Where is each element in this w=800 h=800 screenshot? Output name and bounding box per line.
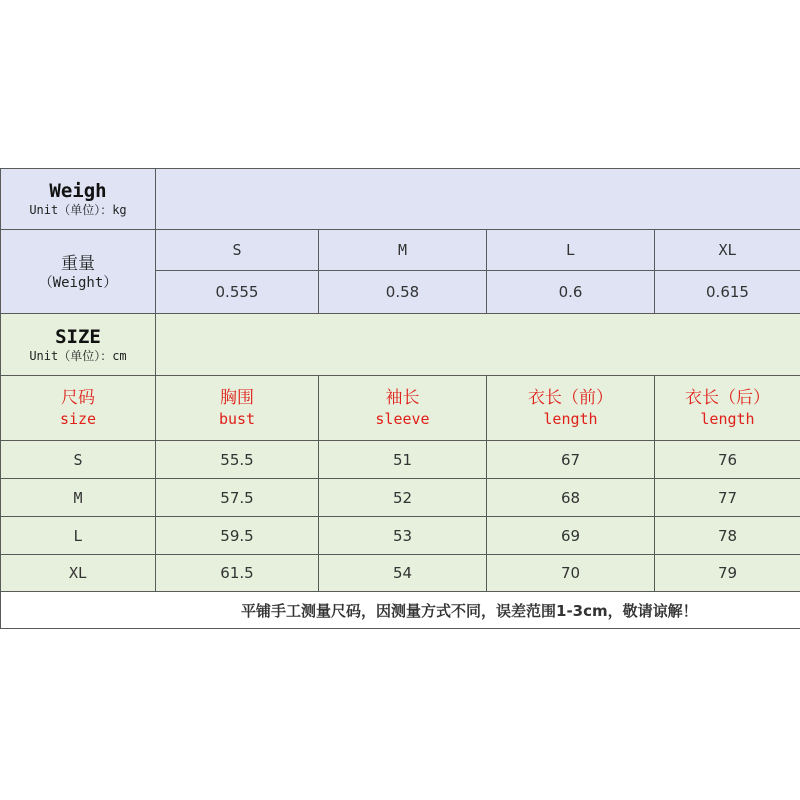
header-back-length-cn: 衣长（后）: [685, 388, 770, 408]
weight-title-cell: [1, 169, 156, 230]
row-size: XL: [1, 555, 156, 592]
header-size: [1, 376, 156, 441]
size-title-cell: [1, 314, 156, 376]
header-back-length: [655, 376, 800, 441]
weight-size-row: [1, 230, 800, 271]
row-size: M: [1, 479, 156, 517]
weight-size-xl: XL: [655, 230, 800, 271]
row-back-length: 77: [655, 479, 800, 517]
row-back-length: 79: [655, 555, 800, 592]
weight-value-xl: 0.615: [655, 271, 800, 314]
table-row: [1, 555, 800, 592]
header-sleeve: [319, 376, 487, 441]
size-title: SIZE: [55, 325, 101, 348]
weight-label-cn: 重量: [61, 253, 95, 274]
row-bust: 55.5: [156, 441, 319, 479]
header-size-cn: 尺码: [61, 388, 95, 408]
header-bust-en: bust: [218, 410, 256, 428]
size-unit: Unit（单位）：cm: [29, 348, 127, 363]
row-front-length: 69: [487, 517, 655, 555]
size-header-row: [1, 376, 800, 441]
row-back-length: 76: [655, 441, 800, 479]
row-bust: 61.5: [156, 555, 319, 592]
row-front-length: 70: [487, 555, 655, 592]
row-size: L: [1, 517, 156, 555]
header-front-length-cn: 衣长（前）: [528, 388, 613, 408]
note-row: [1, 592, 800, 629]
row-bust: 57.5: [156, 479, 319, 517]
row-sleeve: 54: [319, 555, 487, 592]
weight-value-s: 0.555: [156, 271, 319, 314]
header-size-en: size: [59, 410, 97, 428]
weight-unit: Unit（单位）：kg: [29, 203, 127, 217]
size-title-blank: [156, 314, 800, 376]
weight-title: Weigh: [49, 180, 107, 202]
size-chart-table: [0, 168, 800, 629]
weight-size-s: S: [156, 230, 319, 271]
row-size: S: [1, 441, 156, 479]
measurement-note: 平铺手工测量尺码，因测量方式不同，误差范围1-3cm，敬请谅解！: [1, 592, 800, 629]
row-back-length: 78: [655, 517, 800, 555]
header-front-length: [487, 376, 655, 441]
weight-title-blank: [156, 169, 800, 230]
weight-label-cell: [1, 230, 156, 314]
header-bust: [156, 376, 319, 441]
header-sleeve-cn: 袖长: [385, 388, 420, 408]
weight-label-en: （Weight）: [38, 274, 118, 291]
row-front-length: 67: [487, 441, 655, 479]
weight-size-l: L: [487, 230, 655, 271]
table-row: [1, 479, 800, 517]
row-bust: 59.5: [156, 517, 319, 555]
header-bust-cn: 胸围: [220, 388, 254, 408]
header-back-length-en: length: [700, 410, 755, 428]
row-sleeve: 51: [319, 441, 487, 479]
weight-size-m: M: [319, 230, 487, 271]
weight-value-l: 0.6: [487, 271, 655, 314]
header-front-length-en: length: [543, 410, 598, 428]
size-title-row: [1, 314, 800, 376]
weight-title-row: [1, 169, 800, 230]
weight-value-m: 0.58: [319, 271, 487, 314]
table-row: [1, 517, 800, 555]
row-front-length: 68: [487, 479, 655, 517]
row-sleeve: 53: [319, 517, 487, 555]
table-row: [1, 441, 800, 479]
header-sleeve-en: sleeve: [375, 410, 430, 428]
row-sleeve: 52: [319, 479, 487, 517]
